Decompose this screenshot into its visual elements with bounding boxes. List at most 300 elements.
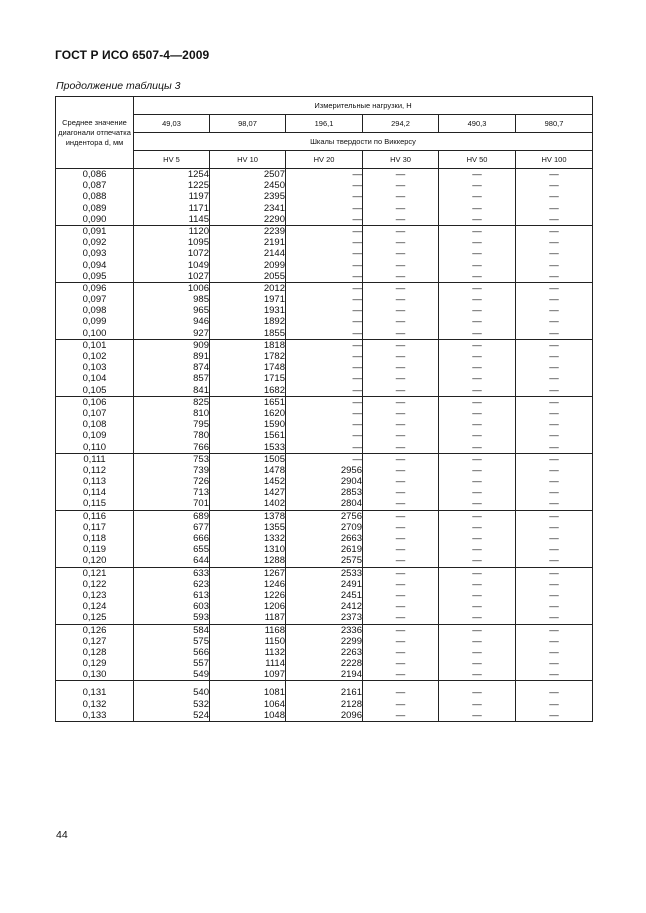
cell-value: 1715 [263,373,285,385]
cell-value: 0,124 [82,601,107,613]
table-row-group [56,510,593,567]
cell-value: 0,086 [82,169,107,180]
cell-value: 2194 [340,669,362,681]
cell-value: — [549,709,559,721]
cell-value: — [549,589,559,601]
cell-value: 753 [193,453,209,465]
cell-d [56,339,134,396]
cell-value: 1027 [187,270,209,282]
cell-value: 1114 [265,658,285,670]
cell-value: — [395,464,406,476]
cell-value: — [549,487,559,499]
cell-value: 1561 [263,430,285,442]
scale-header-cell: HV 30 [363,151,439,169]
cell-value: — [549,430,559,442]
cell-value: 2144 [263,248,285,260]
cell-value: 946 [193,316,209,328]
load-header-cell: 196,1 [286,115,363,133]
cell-value: — [472,270,482,282]
cell-hv30 [363,567,439,624]
cell-value: — [472,339,482,351]
cell-value: — [549,533,559,544]
cell-value: 689 [193,510,209,522]
cell-hv50 [439,225,516,282]
cell-value: 0,092 [82,237,107,249]
cell-value: 1971 [263,294,285,306]
cell-value: — [395,612,406,624]
cell-value: 0,087 [82,180,107,192]
cell-value: — [352,396,362,408]
cell-hv10 [210,453,286,510]
cell-value: 0,106 [82,396,107,408]
load-header-cell: 490,3 [439,115,516,133]
cell-value: 0,112 [82,464,107,476]
cell-hv100 [516,510,593,567]
cell-value: 524 [193,709,209,721]
cell-value: 0,100 [82,327,107,339]
cell-value: — [549,453,559,465]
cell-value: — [472,464,482,476]
cell-hv20 [286,624,363,681]
cell-hv10 [210,169,286,226]
cell-value: 1145 [188,213,209,225]
cell-value: — [352,191,362,203]
cell-value: 1782 [263,351,285,362]
cell-value: 1651 [263,396,285,408]
cell-value: — [395,567,406,579]
cell-value: 575 [193,635,209,647]
cell-value: — [395,430,406,442]
cell-value: 1478 [263,464,285,476]
cell-value: — [472,180,482,192]
cell-value: 927 [193,327,209,339]
cell-value: 0,096 [82,282,107,294]
cell-value: — [395,180,406,192]
cell-value: — [472,601,482,613]
cell-value: — [549,578,559,590]
cell-hv5 [134,396,210,453]
cell-value: — [472,589,482,601]
cell-hv10 [210,624,286,681]
cell-value: — [472,407,482,419]
cell-value: — [395,407,406,419]
cell-value: — [395,555,406,567]
cell-value: 584 [193,624,209,636]
cell-hv10 [210,225,286,282]
cell-value: — [472,191,482,203]
cell-value: 1095 [187,237,209,249]
cell-hv50 [439,567,516,624]
cell-value: — [549,624,559,636]
cell-hv5 [134,510,210,567]
table-row-group [56,169,593,226]
cell-d [56,510,134,567]
cell-value: 1620 [263,407,285,419]
cell-value: — [395,510,406,522]
cell-value: — [472,646,482,658]
cell-value: — [352,259,362,271]
cell-value: 739 [193,464,209,476]
cell-value: — [472,305,482,317]
cell-value: 2128 [340,698,362,710]
cell-hv30 [363,624,439,681]
cell-value: — [395,294,406,306]
cell-value: — [395,521,406,533]
cell-value: — [352,237,362,249]
cell-value: 566 [193,646,209,658]
cell-value: — [395,578,406,590]
load-header-cell: 294,2 [363,115,439,133]
cell-value: 1682 [263,384,285,396]
cell-value: 2228 [340,658,362,670]
cell-value: 2619 [340,544,362,556]
cell-value: — [549,464,559,476]
cell-value: 780 [193,430,209,442]
cell-d [56,169,134,226]
cell-value: — [352,248,362,260]
cell-value: — [549,259,559,271]
cell-hv30 [363,453,439,510]
cell-value: 2412 [340,601,362,613]
scale-header-cell: HV 50 [439,151,516,169]
cell-value: — [549,362,559,374]
cell-value: 557 [193,658,209,670]
cell-value: — [549,698,559,710]
cell-value: — [352,351,362,362]
cell-value: — [549,316,559,328]
cell-value: 1132 [264,646,285,658]
page-number: 44 [56,829,68,841]
cell-hv30 [363,510,439,567]
cell-value: — [395,202,406,214]
cell-value: — [352,180,362,192]
table-row-group [56,339,593,396]
cell-value: 0,126 [82,624,107,636]
cell-hv100 [516,225,593,282]
cell-value: — [395,316,406,328]
cell-value: — [395,191,406,203]
cell-value: 0,115 [82,498,107,510]
cell-value: — [472,669,482,681]
cell-hv10 [210,567,286,624]
cell-hv20 [286,453,363,510]
cell-value: 0,133 [82,709,107,721]
cell-value: 0,103 [82,362,107,374]
cell-value: 1748 [263,362,285,374]
cell-value: 0,121 [82,567,107,579]
cell-value: — [395,213,406,225]
cell-value: 1288 [263,555,285,567]
cell-value: — [472,259,482,271]
cell-value: 0,118 [82,533,107,544]
cell-hv20 [286,681,363,722]
cell-value: 2507 [263,169,285,180]
cell-value: — [472,567,482,579]
cell-value: 1818 [263,339,285,351]
cell-hv100 [516,681,593,722]
cell-value: — [472,430,482,442]
table-caption: Продолжение таблицы 3 [56,80,181,92]
cell-value: 0,122 [82,578,107,590]
cell-value: — [395,419,406,431]
cell-value: 0,102 [82,351,107,362]
cell-hv30 [363,681,439,722]
cell-value: 1505 [263,453,285,465]
cell-value: — [472,555,482,567]
cell-value: — [549,213,559,225]
cell-value: 666 [193,533,209,544]
cell-value: — [549,521,559,533]
cell-value: — [472,624,482,636]
cell-value: 1246 [263,578,285,590]
cell-value: — [395,373,406,385]
cell-value: 795 [193,419,209,431]
cell-value: 0,127 [82,635,107,647]
cell-value: 2191 [263,237,285,249]
cell-value: — [472,351,482,362]
cell-hv50 [439,339,516,396]
cell-value: 0,093 [82,248,107,260]
cell-value: — [352,213,362,225]
cell-value: 1187 [264,612,285,624]
cell-value: — [549,351,559,362]
cell-value: 1452 [263,476,285,488]
cell-value: — [395,453,406,465]
cell-hv100 [516,282,593,339]
cell-hv30 [363,396,439,453]
cell-value: — [549,510,559,522]
cell-value: — [395,362,406,374]
cell-value: — [549,327,559,339]
cell-value: 1402 [263,498,285,510]
scale-header-cell: HV 20 [286,151,363,169]
cell-value: 1072 [187,248,209,260]
cell-value: — [472,213,482,225]
cell-value: — [472,612,482,624]
loads-header: Измерительные нагрузки, Н [134,97,593,115]
cell-value: — [395,305,406,317]
cell-hv5 [134,282,210,339]
cell-value: — [549,339,559,351]
cell-value: — [395,441,406,453]
hardness-table [55,96,593,722]
cell-value: — [395,476,406,488]
cell-hv50 [439,396,516,453]
cell-value: 2096 [340,709,362,721]
cell-value: 841 [193,384,209,396]
cell-value: — [352,373,362,385]
cell-hv50 [439,169,516,226]
cell-value: — [352,282,362,294]
cell-value: — [549,476,559,488]
cell-value: 825 [193,396,209,408]
cell-value: — [549,669,559,681]
cell-value: — [549,237,559,249]
cell-value: — [395,601,406,613]
table-row-group [56,282,593,339]
load-header-cell: 98,07 [210,115,286,133]
cell-hv100 [516,567,593,624]
cell-value: — [549,225,559,237]
cell-value: 1892 [263,316,285,328]
scale-header-cell: HV 100 [516,151,593,169]
cell-value: — [549,544,559,556]
cell-value: — [352,407,362,419]
cell-value: 0,113 [82,476,107,488]
cell-value: — [472,282,482,294]
cell-value: 2336 [340,624,362,636]
table-row-group [56,567,593,624]
cell-value: 874 [193,362,209,374]
cell-value: 2099 [263,259,285,271]
cell-value: 2161 [340,687,362,699]
cell-value: 0,089 [82,202,107,214]
cell-value: 0,117 [82,521,107,533]
cell-value: 1226 [263,589,285,601]
cell-value: — [395,487,406,499]
table-row-group [56,453,593,510]
cell-value: — [395,237,406,249]
cell-value: 1006 [187,282,209,294]
cell-value: 1254 [187,169,209,180]
cell-value: 0,109 [82,430,107,442]
cell-value: — [395,624,406,636]
cell-value: 1427 [263,487,285,499]
cell-value: — [472,533,482,544]
cell-hv20 [286,396,363,453]
cell-value: — [395,635,406,647]
cell-value: — [472,237,482,249]
cell-value: — [472,441,482,453]
cell-value: — [549,202,559,214]
cell-value: 0,132 [82,698,107,710]
cell-value: — [472,635,482,647]
cell-value: — [549,567,559,579]
cell-value: 1931 [263,305,285,317]
cell-value: — [549,180,559,192]
cell-value: 0,114 [82,487,107,499]
cell-value: 2373 [340,612,362,624]
cell-value: — [472,578,482,590]
cell-value: — [549,191,559,203]
cell-hv30 [363,282,439,339]
cell-hv100 [516,453,593,510]
cell-hv30 [363,225,439,282]
cell-value: — [472,225,482,237]
cell-value: 0,123 [82,589,107,601]
cell-value: 677 [193,521,209,533]
cell-value: — [472,419,482,431]
cell-value: — [472,453,482,465]
cell-value: — [549,294,559,306]
cell-value: 2575 [340,555,362,567]
cell-value: — [549,612,559,624]
cell-value: 2663 [340,533,362,544]
cell-value: — [395,259,406,271]
cell-value: 0,130 [82,669,107,681]
cell-value: 2299 [340,635,362,647]
cell-value: — [472,248,482,260]
cell-value: — [395,498,406,510]
cell-value: 2341 [263,202,285,214]
cell-value: 0,116 [82,510,107,522]
cell-hv5 [134,453,210,510]
cell-value: — [472,362,482,374]
cell-value: 0,120 [82,555,107,567]
cell-value: — [352,305,362,317]
cell-hv10 [210,681,286,722]
cell-value: 0,088 [82,191,107,203]
cell-value: 2263 [340,646,362,658]
cell-hv50 [439,282,516,339]
cell-value: 2804 [340,498,362,510]
cell-value: 623 [193,578,209,590]
cell-value: 0,128 [82,646,107,658]
cell-value: — [352,270,362,282]
scale-header-cell: HV 5 [134,151,210,169]
cell-value: 891 [193,351,209,362]
cell-value: 2709 [340,521,362,533]
cell-d [56,681,134,722]
cell-hv30 [363,339,439,396]
cell-value: — [395,709,406,721]
cell-value: 2904 [340,476,362,488]
cell-value: — [472,396,482,408]
cell-d [56,453,134,510]
cell-value: — [472,202,482,214]
cell-value: — [395,282,406,294]
cell-value: — [352,225,362,237]
cell-value: 1197 [188,191,209,203]
cell-value: 1533 [263,441,285,453]
cell-value: — [472,698,482,710]
cell-value: — [472,709,482,721]
cell-value: — [395,533,406,544]
cell-value: — [549,270,559,282]
cell-value: 0,119 [82,544,107,556]
load-header-cell: 980,7 [516,115,593,133]
cell-value: — [395,396,406,408]
cell-value: 701 [193,498,209,510]
cell-value: 1206 [263,601,285,613]
cell-value: — [352,327,362,339]
cell-value: — [472,658,482,670]
cell-hv10 [210,510,286,567]
cell-value: — [472,687,482,699]
cell-value: 2756 [340,510,362,522]
cell-value: 1150 [264,635,285,647]
cell-d [56,396,134,453]
cell-value: — [352,362,362,374]
cell-value: 1048 [263,709,285,721]
cell-value: 0,110 [82,441,107,453]
cell-hv5 [134,225,210,282]
cell-value: 810 [193,407,209,419]
cell-value: 1267 [263,567,285,579]
cell-hv5 [134,339,210,396]
cell-value: — [352,453,362,465]
cell-value: — [395,544,406,556]
cell-value: 1378 [263,510,285,522]
cell-value: 655 [193,544,209,556]
cell-value: — [549,169,559,180]
cell-value: — [549,441,559,453]
cell-hv20 [286,339,363,396]
cell-hv100 [516,624,593,681]
cell-hv50 [439,453,516,510]
cell-value: 2451 [340,589,362,601]
table-row-group [56,225,593,282]
